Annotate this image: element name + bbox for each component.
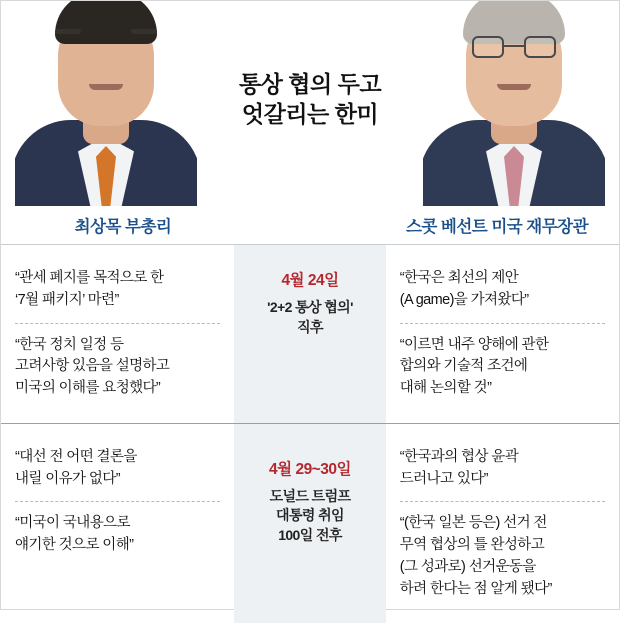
eyebrow-left-shape xyxy=(55,29,81,34)
event-caption xyxy=(248,298,372,337)
quote-item: “미국이 국내용으로 얘기한 것으로 이해” xyxy=(15,501,220,568)
event-caption-line-1: 도널드 트럼프 xyxy=(269,487,351,504)
portrait-band xyxy=(1,1,619,206)
event-caption-line-3: 100일 전후 xyxy=(278,526,342,543)
event-caption-line-2: 직후 xyxy=(297,318,323,335)
page-title-line-1: 통상 협의 두고 xyxy=(238,71,382,97)
right-person-name: 스콧 베선트 미국 재무장관 xyxy=(405,218,589,236)
quote-item: “한국과의 협상 윤곽 드러나고 있다” xyxy=(399,448,519,487)
right-quote-column xyxy=(386,424,619,623)
page-title-line-2: 엇갈리는 한미 xyxy=(241,101,379,128)
quote-item: “한국 정치 일정 등 고려사항 있음을 설명하고 미국의 이해를 요청했다” xyxy=(15,323,220,411)
comparison-row xyxy=(1,424,619,623)
comparison-row xyxy=(1,245,619,423)
mouth-shape xyxy=(89,84,123,90)
quote-item: “대선 전 어떤 결론을 내릴 이유가 없다” xyxy=(15,448,137,487)
event-caption-line-1: '2+2 통상 협의' xyxy=(267,298,353,315)
glasses-icon xyxy=(472,36,556,58)
portrait-left-choi-sang-mok xyxy=(15,1,197,206)
quote-item: “이르면 내주 양해에 관한 합의와 기술적 조건에 대해 논의할 것” xyxy=(400,323,605,411)
event-date: 4월 24일 xyxy=(281,272,339,289)
page-title xyxy=(185,69,435,130)
quote-item: “(한국 일본 등은) 선거 전 무역 협상의 틀 완성하고 (그 성과로) 선거운동을 하려 한다는 점 알게 됐다” xyxy=(400,501,605,611)
eyebrow-right-shape xyxy=(131,29,157,34)
event-caption-line-2: 대통령 취임 xyxy=(276,507,344,524)
event-date: 4월 29~30일 xyxy=(269,460,351,478)
left-person-name: 최상목 부총리 xyxy=(74,218,172,236)
mouth-shape xyxy=(497,84,531,90)
left-quote-column xyxy=(1,424,234,623)
left-quote-column xyxy=(1,245,234,423)
comparison-grid xyxy=(1,245,619,623)
portrait-right-scott-bessent xyxy=(423,1,605,206)
name-bar xyxy=(1,206,619,244)
hair-shape xyxy=(55,1,157,44)
event-caption xyxy=(248,487,372,546)
center-date-column xyxy=(234,245,386,423)
quote-item: “관세 폐지를 목적으로 한 ‘7월 패키지’ 마련” xyxy=(15,270,164,308)
right-quote-column xyxy=(386,245,619,423)
center-date-column xyxy=(234,424,386,623)
quote-item: “한국은 최선의 제안 (A game)을 가져왔다” xyxy=(399,270,529,308)
